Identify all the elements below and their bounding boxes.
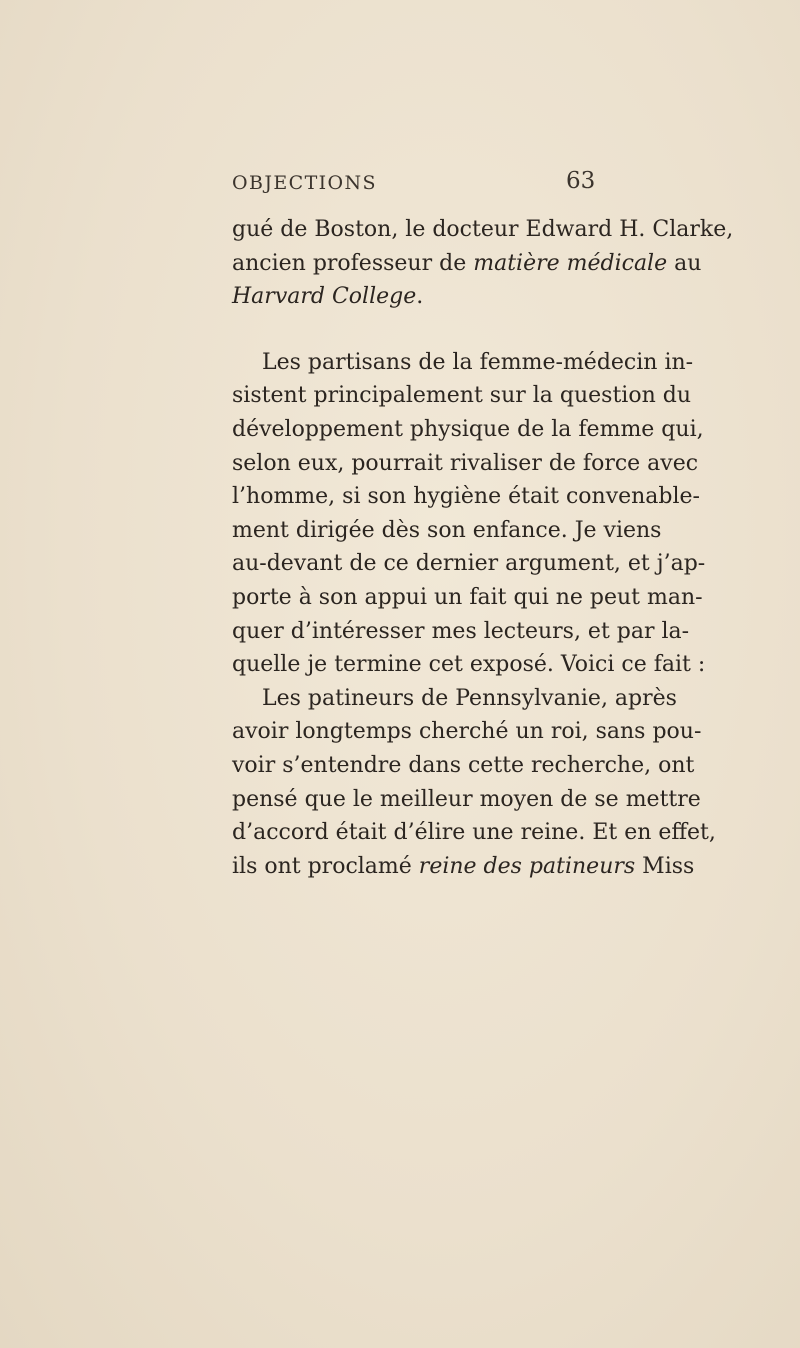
text-line: porte à son appui un fait qui ne peut man-: [232, 584, 703, 610]
text-line: l’homme, si son hygiène était convenable-: [232, 484, 700, 510]
text-line: voir s’entendre dans cette recherche, ont: [232, 752, 695, 778]
text-run: ils ont proclamé: [232, 853, 419, 879]
text-line: quer d’intéresser mes lecteurs, et par la-: [232, 618, 690, 644]
text-run: au: [667, 250, 702, 276]
text-run: Miss: [635, 853, 695, 879]
text-line: pensé que le meilleur moyen de se mettre: [232, 786, 701, 812]
italic-term: reine des patineurs: [418, 853, 636, 879]
paragraph-gap: [232, 314, 596, 346]
text-line: au-devant de ce dernier argument, et j’ap-: [232, 551, 706, 577]
running-head: OBJECTIONS: [232, 172, 377, 194]
text-line: [232, 850, 695, 884]
text-run: ancien professeur de: [232, 250, 474, 276]
text-line: gué de Boston, le docteur Edward H. Clarke,: [232, 217, 734, 242]
body-text: [232, 213, 734, 883]
text-line: avoir longtemps cherché un roi, sans pou-: [232, 719, 702, 745]
text-run: .: [416, 284, 424, 310]
text-line: selon eux, pourrait rivaliser de force avec: [232, 450, 699, 476]
italic-term: Harvard College: [232, 284, 417, 310]
text-line: ment dirigée dès son enfance. Je viens: [232, 517, 662, 543]
text-line: d’accord était d’élire une reine. Et en effet,: [232, 820, 716, 846]
text-line: sistent principalement sur la question du: [232, 383, 691, 409]
text-line: Les patineurs de Pennsylvanie, après: [262, 685, 677, 711]
text-line: Les partisans de la femme-médecin in-: [262, 349, 694, 375]
italic-term: matière médicale: [473, 250, 668, 276]
text-line: [232, 247, 702, 281]
text-line: quelle je termine cet exposé. Voici ce fait :: [232, 652, 706, 678]
text-line: développement physique de la femme qui,: [232, 416, 704, 442]
text-line: [232, 280, 596, 314]
page-number: 63: [566, 168, 596, 194]
